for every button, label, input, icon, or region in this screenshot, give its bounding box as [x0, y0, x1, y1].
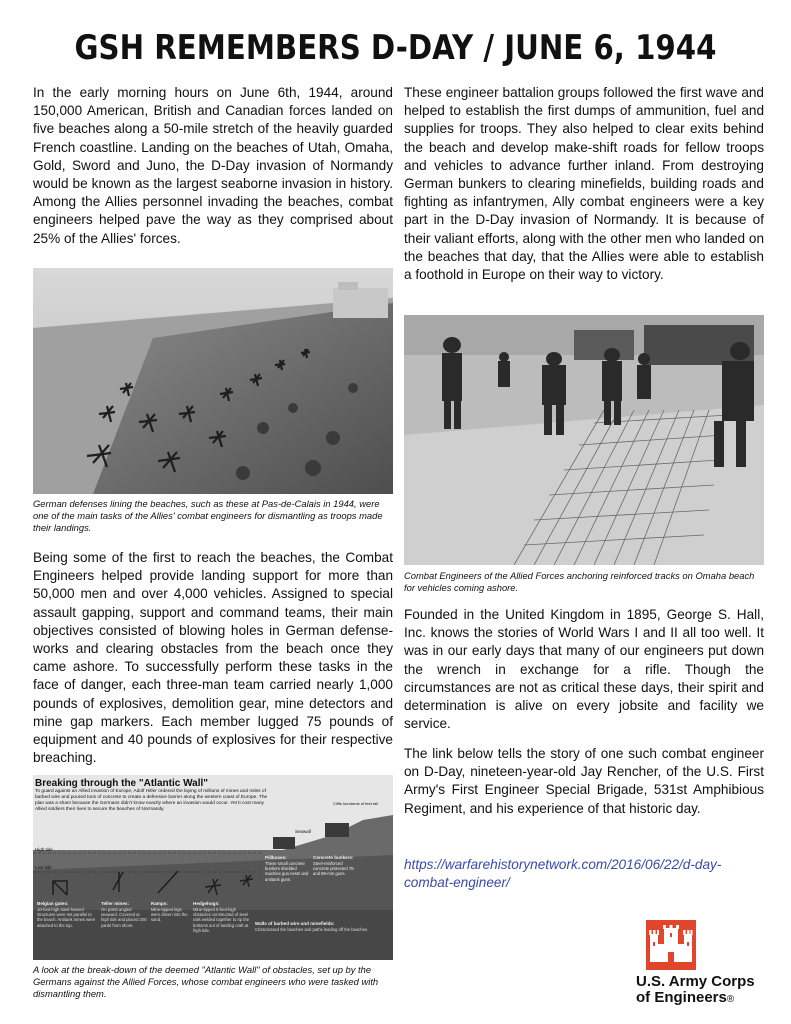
article-link[interactable]: https://warfarehistorynetwork.com/2016/06/22/d-day-combat-engineer/	[404, 857, 722, 891]
diagram-cliffs: Cliffs hundreds of feet tall	[333, 801, 379, 806]
label-pillboxes-title: Pillboxes:	[265, 855, 287, 860]
registered-mark: ®	[726, 994, 735, 1005]
beach-defenses-photo	[33, 268, 393, 494]
label-teller-mines-text: On posts angled seaward. Covered at high tide and placed 200 yards from shore.	[101, 907, 147, 928]
diagram-low-tide: Low tide	[35, 865, 52, 870]
label-ramps-title: Ramps:	[151, 901, 168, 906]
label-bunkers-title: Concrete bunkers:	[313, 855, 354, 860]
usace-logo	[636, 920, 766, 1010]
label-hedgehogs-title: Hedgehogs:	[193, 901, 220, 906]
beach-photo-caption: German defenses lining the beaches, such as these at Pas-de-Calais in 1944, were one of the main tasks of the Allies' combat engineers for dismantling as troops made their landings.	[33, 498, 383, 533]
paragraph-intro: In the early morning hours on June 6th, 1944, around 150,000 American, British and Canadian forces landed on five beaches along a 50-mile stretch of the heavily guarded French coastline. Landing on the beaches of Utah, Omaha, Gold, Sword and Juno, the D-Day invasion of Normandy would be known as the largest seaborne invasion in history. Among the Allies personnel invading the beaches, combat engineers helped pave the way as they comprised about 25% of the Allies' forces.	[33, 85, 393, 246]
diagram-caption: A look at the break-down of the deemed "Atlantic Wall" of obstacles, set up by the Germans against the Allied Forces, whose combat engineers who were tasked with dismantling them.	[33, 964, 379, 999]
logo-line-1: U.S. Army Corps	[636, 973, 755, 990]
diagram-seawall: Seawall	[295, 829, 311, 834]
label-belgian-gates-text: 10-foot-high steel-framed structures were set parallel to the beach. Antitank mines were attached to the top.	[37, 907, 96, 928]
label-ramps-text: Mine-tipped logs were driven into the sand.	[151, 907, 188, 923]
paragraph-link-intro: The link below tells the story of one such combat engineer on D-Day, nineteen-year-old Jay Rencher, of the U.S. First Army's First Engineer Special Brigade, 531st Amphibious Regiment, and his experience of that historic day.	[404, 746, 764, 816]
label-bunkers-text: Steel-reinforced concrete protected 75- and 88-mm guns.	[313, 861, 355, 877]
engineers-tracks-photo	[404, 315, 764, 565]
diagram-heading: Breaking through the "Atlantic Wall"	[35, 778, 209, 789]
label-hedgehogs-text: Mine-tipped 6-foot-high obstacles constructed of steel rails welded together to rip the bottoms out of landing craft at high tide.	[193, 907, 250, 933]
label-teller-mines-title: Teller mines:	[101, 901, 129, 906]
paragraph-battalions: These engineer battalion groups followed the first wave and helped to establish the first dumps of ammunition, fuel and supplies for troops. They also helped to clear exits behind the beach and develop make-shift roads for fellow troops and vehicles to advance further inland. From destroying German bunkers to clearing minefields, building roads and fighting as infantrymen, Ally combat engineers were a key part in the D-Day invasion of Normandy. It is because of their valiant efforts, along with the other men who landed on the beaches that day, that the Allies were able to establish a foothold in Europe on their way to victory.	[404, 85, 764, 283]
label-pillboxes-text: These small concrete bunkers shielded machine gun nests and antitank guns.	[265, 861, 309, 882]
diagram-high-tide: High tide	[35, 847, 53, 852]
label-belgian-gates-title: Belgian gates:	[37, 901, 69, 906]
castle-icon	[646, 920, 696, 970]
atlantic-wall-diagram	[33, 775, 393, 960]
engineers-photo-caption: Combat Engineers of the Allied Forces anchoring reinforced tracks on Omaha beach for vehicles coming ashore.	[404, 570, 755, 593]
logo-line-2: of Engineers	[636, 989, 727, 1006]
label-barbed-wire-title: Walls of barbed wire and minefields:	[255, 921, 335, 926]
paragraph-gsh-history: Founded in the United Kingdom in 1895, George S. Hall, Inc. knows the stories of World Wars I and II all too well. It was in our early days that many of our engineers put down the wrench in exchange for a rifle. Though the circumstances are not as critical these days, their spirit and determination is alive on every jobsite and facility we service.	[404, 607, 764, 732]
paragraph-first-to-beaches: Being some of the first to reach the beaches, the Combat Engineers helped provide landing support for more than 50,000 men and over 4,000 vehicles. Assigned to special assault gapping, support and command teams, their main objectives consisted of blowing holes in German defense-works and clearing obstacles from the beach once they came ashore. To successfully perform these tasks in the face of danger, each three-man team carried nearly 1,000 pounds of explosives, demolition gear, mine detectors and mine gap markers. Each member lugged 75 pounds of equipment and 40 pounds of explosives for their respective breaching.	[33, 550, 393, 766]
diagram-intro: To guard against an Allied invasion of Europe, Adolf Hitler ordered the laying of millions of mines and miles of barbed wire and poured tons of concrete to create a defensive barrier along the western coast of Europe. The plan was a sham because the Germans didn't know exactly where an invasion would occur. Yet it cost many Allied soldiers their lives to secure the beaches of Normandy.	[35, 789, 268, 812]
label-barbed-wire-text: Crisscrossed the beaches and paths leading off the beaches.	[255, 927, 369, 932]
page-title: GSH REMEMBERS D-DAY / JUNE 6, 1944	[74, 28, 717, 68]
